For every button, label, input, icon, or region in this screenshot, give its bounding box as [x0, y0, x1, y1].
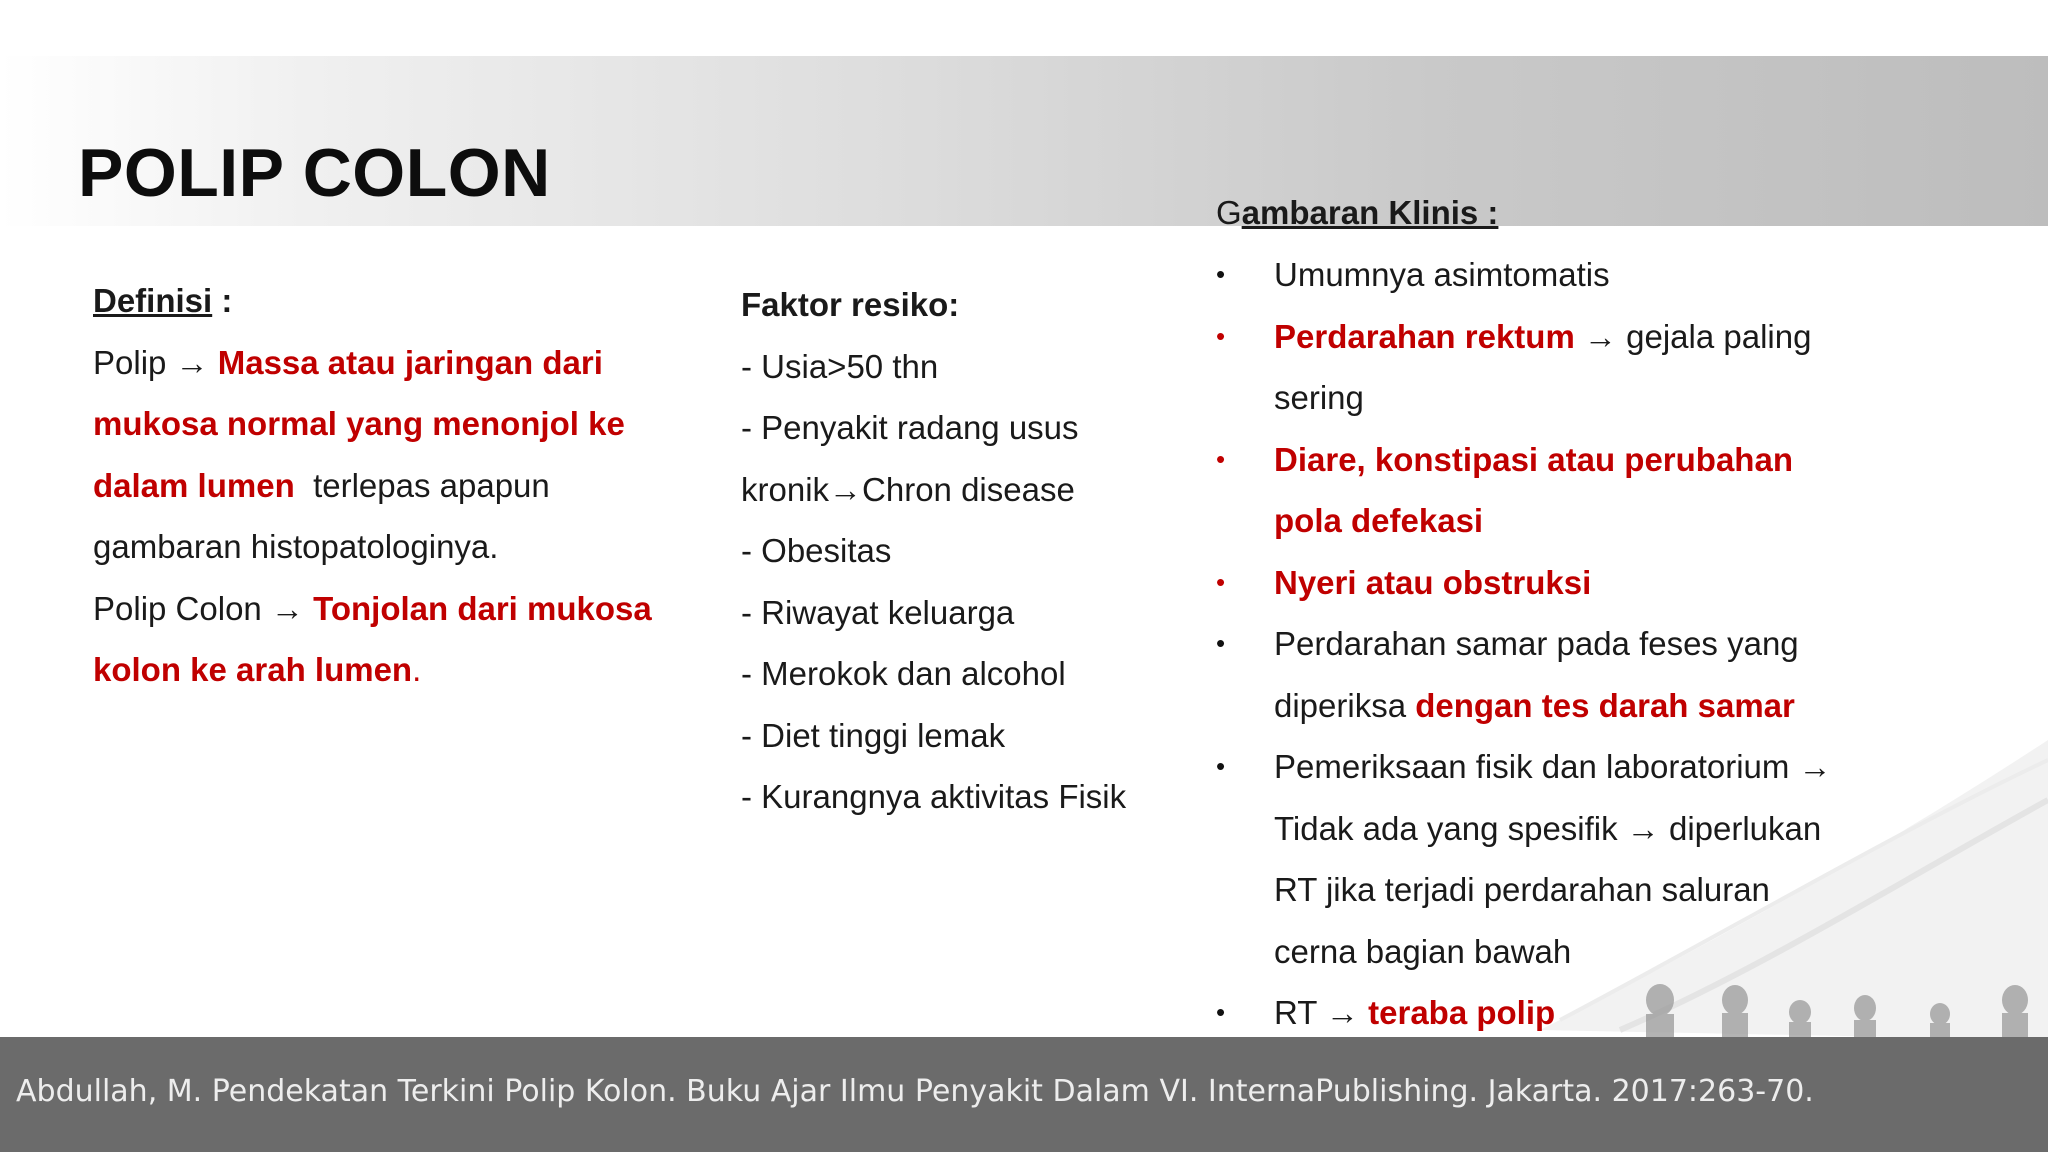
bullet-icon: • [1216, 751, 1226, 781]
risk-factor-item: - Kurangnya aktivitas Fisik [741, 778, 1127, 815]
definition-text-red: kolon ke arah lumen [93, 651, 413, 688]
risk-factor-heading: Faktor resiko: [741, 286, 960, 323]
footer-citation: Abdullah, M. Pendekatan Terkini Polip Kolon. Buku Ajar Ilmu Penyakit Dalam VI. InternaPublishing. Jakarta. 2017:263-70. [16, 1074, 1814, 1109]
clinical-bullet-item [1216, 429, 1916, 552]
definition-term-polip-colon: Polip Colon [93, 589, 271, 627]
clinical-section [1216, 182, 1916, 1044]
risk-factor-item: - Penyakit radang usus [741, 409, 1079, 446]
bullet-icon: • [1216, 443, 1226, 474]
clinical-bullet-text: Pemeriksaan fisik dan laboratorium → [1274, 748, 1832, 785]
clinical-bullet-text: Umumnya asimtomatis [1274, 256, 1610, 293]
definition-heading-line [93, 270, 693, 332]
definition-line-6 [93, 639, 693, 701]
clinical-bullet-text [1274, 982, 1916, 1044]
definition-period: . [412, 651, 422, 688]
clinical-bullet-text [1274, 306, 1916, 368]
bullet-icon: • [1216, 259, 1226, 289]
clinical-bullet-text: Tidak ada yang spesifik → diperlukan [1274, 809, 1822, 847]
risk-factor-section [741, 274, 1161, 828]
clinical-heading-text: ambaran Klinis : [1241, 194, 1499, 231]
clinical-text: → gejala paling [1574, 317, 1812, 355]
arrow-icon: → [270, 589, 304, 627]
risk-factor-item: kronik→Chron disease [741, 470, 1075, 508]
clinical-bullet-item [1216, 306, 1916, 429]
clinical-bullet-text: cerna bagian bawah [1274, 932, 1572, 970]
clinical-bullet-text: RT jika terjadi perdarahan saluran [1274, 871, 1770, 908]
risk-factor-item: - Merokok dan alcohol [741, 655, 1066, 692]
definition-text: terlepas apapun [294, 466, 550, 504]
clinical-text-red: teraba polip [1368, 994, 1556, 1031]
clinical-text-red: Nyeri atau obstruksi [1274, 563, 1592, 601]
definition-text-red: Massa atau jaringan dari [208, 343, 603, 381]
clinical-text-red: pola defekasi [1274, 502, 1484, 539]
clinical-heading [1216, 182, 1916, 244]
bullet-icon: • [1216, 566, 1226, 597]
clinical-text-red: Perdarahan rektum [1274, 317, 1575, 355]
definition-term-polip: Polip [93, 343, 176, 381]
definition-text-red: dalam lumen [93, 466, 295, 504]
definition-line-5 [93, 578, 693, 640]
clinical-text: diperiksa [1274, 686, 1416, 724]
bullet-icon: • [1216, 628, 1226, 658]
risk-factor-item: - Diet tinggi lemak [741, 716, 1006, 754]
definition-text: gambaran histopatologinya. [93, 528, 499, 565]
clinical-text: RT → [1274, 994, 1369, 1031]
clinical-bullet-item [1216, 552, 1916, 614]
definition-heading: Definisi [93, 282, 213, 319]
risk-factor-item: - Riwayat keluarga [741, 593, 1015, 631]
clinical-text-red: dengan tes darah samar [1415, 686, 1795, 724]
bullet-icon: • [1216, 320, 1226, 351]
clinical-bullet-item [1216, 613, 1916, 736]
clinical-bullet-item [1216, 982, 1916, 1044]
clinical-bullet-text [1274, 675, 1916, 737]
definition-text-red: Tonjolan dari mukosa [303, 589, 652, 627]
definition-heading-colon: : [212, 282, 233, 319]
clinical-bullet-text: Perdarahan samar pada feses yang [1274, 625, 1799, 662]
clinical-bullet-text: sering [1274, 379, 1364, 416]
clinical-heading-initial: G [1216, 194, 1242, 231]
clinical-text-red: Diare, konstipasi atau perubahan [1274, 440, 1793, 478]
risk-factor-item: - Usia>50 thn [741, 347, 939, 385]
definition-line-3 [93, 455, 693, 517]
clinical-bullet-item [1216, 736, 1916, 982]
definition-line-2 [93, 393, 693, 455]
definition-line-4 [93, 516, 693, 578]
definition-line-1 [93, 332, 693, 394]
definition-section [93, 270, 693, 701]
clinical-bullet-item [1216, 244, 1916, 306]
arrow-icon: → [175, 343, 209, 381]
definition-text-red: mukosa normal yang menonjol ke [93, 405, 625, 442]
slide-title: POLIP COLON [78, 135, 551, 211]
risk-factor-item: - Obesitas [741, 532, 892, 569]
bullet-icon: • [1216, 997, 1226, 1027]
